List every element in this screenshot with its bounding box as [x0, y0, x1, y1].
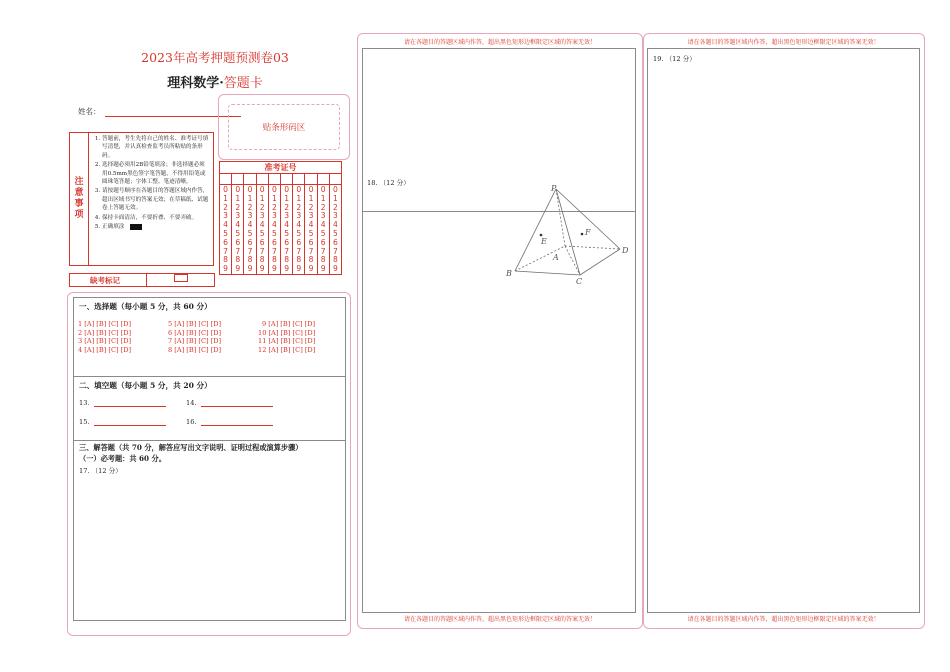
exam-id-digit[interactable]: 0 [247, 185, 253, 194]
choice-row[interactable]: 3 [A] [B] [C] [D] [78, 337, 132, 346]
exam-id-digit[interactable]: 5 [235, 228, 241, 238]
label-D: D [622, 246, 629, 255]
exam-id-digit[interactable]: 3 [296, 211, 302, 221]
exam-id-digit[interactable]: 4 [333, 220, 338, 230]
exam-id-digit[interactable]: 3 [223, 211, 229, 221]
exam-id-digit[interactable]: 9 [296, 264, 302, 274]
exam-id-digit[interactable]: 6 [259, 237, 265, 247]
notice-body [87, 132, 214, 266]
exam-id-digit[interactable]: 1 [308, 193, 314, 203]
exam-id-digit[interactable]: 7 [259, 246, 265, 256]
exam-id-digit[interactable]: 3 [271, 211, 277, 221]
exam-id-write-cell[interactable] [220, 174, 232, 184]
exam-id-digit[interactable]: 7 [223, 246, 229, 256]
section-choice-heading: 一、选择题（每小题 5 分，共 60 分） [79, 302, 212, 311]
exam-id-digit[interactable]: 8 [296, 255, 302, 265]
exam-id-column[interactable] [318, 185, 330, 274]
exam-id-digit[interactable]: 6 [308, 237, 314, 247]
exam-id-digit[interactable]: 6 [247, 237, 253, 247]
choice-row[interactable]: 12 [A] [B] [C] [D] [258, 345, 316, 354]
exam-id-digit[interactable]: 2 [271, 202, 277, 212]
notice-label: 注 意 事 项 [69, 132, 89, 266]
notice-item: 4. 保持卡面清洁，不要折叠、不要弄破。 [102, 214, 209, 222]
exam-id-digit[interactable]: 5 [320, 228, 326, 238]
exam-id-digit[interactable]: 4 [223, 220, 229, 230]
exam-id-column[interactable] [232, 185, 244, 274]
q17-label: 17. （12 分） [79, 467, 122, 475]
label-P: P [551, 184, 557, 193]
section-solve-heading: 三、解答题（共 70 分，解答应写出文字说明、证明过程或演算步骤） [79, 443, 303, 452]
exam-id-write-cell[interactable] [305, 174, 317, 184]
exam-id-digit[interactable]: 0 [259, 185, 265, 194]
exam-id-digit[interactable]: 4 [271, 220, 277, 230]
exam-id-digit[interactable]: 5 [271, 228, 277, 238]
exam-id-digit[interactable]: 2 [235, 202, 241, 212]
exam-id-column[interactable] [244, 185, 256, 274]
exam-id-digit[interactable]: 7 [284, 246, 290, 256]
exam-id-digit[interactable]: 2 [247, 202, 253, 212]
exam-id-digit[interactable]: 7 [247, 246, 253, 256]
label-B: B [506, 269, 512, 278]
exam-id-bubbles [220, 185, 341, 274]
exam-id-digit[interactable]: 6 [235, 237, 241, 247]
exam-id-digit[interactable]: 3 [320, 211, 326, 221]
choice-row[interactable]: 1 [A] [B] [C] [D] [78, 320, 132, 328]
exam-id-digit[interactable]: 1 [284, 193, 290, 203]
choice-row[interactable]: 7 [A] [B] [C] [D] [168, 337, 222, 346]
exam-id-digit[interactable]: 5 [296, 228, 302, 238]
exam-id-digit[interactable]: 8 [284, 255, 290, 265]
blank-16[interactable]: 16. [186, 418, 273, 426]
exam-id-digit[interactable]: 3 [235, 211, 241, 221]
notice-item: 5. 正确填涂 [102, 223, 209, 231]
choice-row[interactable]: 10 [A] [B] [C] [D] [258, 328, 316, 337]
exam-id-write-cell[interactable] [281, 174, 293, 184]
exam-id-digit[interactable]: 4 [308, 220, 314, 230]
exam-id-digit[interactable]: 1 [235, 193, 241, 203]
exam-id-digit[interactable]: 1 [271, 193, 277, 203]
exam-id-digit[interactable]: 3 [333, 211, 338, 221]
notice-item: 1. 答题前，考生先将自己的姓名、准考证号填写清楚，并认真检查监考员所粘贴的条形码。 [102, 135, 209, 160]
exam-id-title: 准考证号 [220, 162, 341, 174]
exam-id-write-cell[interactable] [232, 174, 244, 184]
choice-row[interactable]: 9 [A] [B] [C] [D] [262, 320, 316, 328]
q19-answer-area[interactable] [647, 48, 920, 613]
blank-15[interactable]: 15. [79, 418, 166, 426]
exam-id-digit[interactable]: 9 [235, 264, 241, 274]
exam-id-digit[interactable]: 1 [223, 193, 229, 203]
warning-bottom-right: 请在各题目的答题区域内作答，超出黑色矩形边框限定区域的答案无效！ [687, 616, 880, 623]
warning-top: 请在各题目的答题区域内作答，超出黑色矩形边框限定区域的答案无效！ [403, 39, 596, 46]
exam-id-digit[interactable]: 5 [223, 228, 229, 238]
exam-id-write-cell[interactable] [244, 174, 256, 184]
exam-id-column[interactable] [281, 185, 293, 274]
exam-id-write-cell[interactable] [330, 174, 341, 184]
choice-row[interactable]: 6 [A] [B] [C] [D] [168, 328, 222, 337]
exam-id-digit[interactable]: 4 [259, 220, 265, 230]
exam-id-digit[interactable]: 7 [333, 246, 338, 256]
exam-id-digit[interactable]: 3 [284, 211, 290, 221]
warning-top-right: 请在各题目的答题区域内作答，超出黑色矩形边框限定区域的答案无效！ [687, 39, 880, 46]
exam-id-write-row[interactable] [220, 174, 341, 185]
missing-mark-box[interactable] [174, 274, 188, 282]
exam-id-digit[interactable]: 2 [308, 202, 314, 212]
exam-id-column[interactable] [305, 185, 317, 274]
label-E: E [541, 237, 547, 246]
exam-id-digit[interactable]: 1 [333, 193, 338, 203]
subject-title: 理科数学·答题卡 [167, 76, 263, 91]
exam-id-digit[interactable]: 2 [223, 202, 229, 212]
choice-row[interactable]: 11 [A] [B] [C] [D] [258, 337, 316, 346]
exam-id-digit[interactable]: 0 [308, 185, 314, 194]
exam-id-digit[interactable]: 8 [271, 255, 277, 265]
exam-id-digit[interactable]: 6 [320, 237, 326, 247]
blank-13[interactable]: 13. [79, 399, 166, 407]
pyramid-figure [500, 180, 640, 290]
choice-row[interactable]: 8 [A] [B] [C] [D] [168, 345, 222, 354]
choice-row[interactable]: 4 [A] [B] [C] [D] [78, 345, 132, 354]
exam-id-column[interactable] [257, 185, 269, 274]
exam-id-column[interactable] [330, 185, 341, 274]
exam-id-digit[interactable]: 2 [333, 202, 338, 212]
exam-id-digit[interactable]: 0 [333, 185, 338, 194]
exam-id-digit[interactable]: 7 [271, 246, 277, 256]
choice-row[interactable]: 5 [A] [B] [C] [D] [168, 320, 222, 328]
name-row [78, 106, 241, 117]
exam-id-digit[interactable]: 2 [259, 202, 265, 212]
exam-id-write-cell[interactable] [257, 174, 269, 184]
exam-id-column[interactable] [269, 185, 281, 274]
page-title: 2023年高考押题预测卷03 [141, 50, 289, 65]
choice-row[interactable]: 2 [A] [B] [C] [D] [78, 328, 132, 337]
exam-id-digit[interactable]: 3 [247, 211, 253, 221]
section-solve-sub: （一）必考题：共 60 分。 [79, 454, 166, 463]
q18-label: 18. （12 分） [367, 179, 410, 187]
exam-id-digit[interactable]: 4 [235, 220, 241, 230]
exam-id-digit[interactable]: 4 [320, 220, 326, 230]
exam-id-grid [219, 161, 342, 275]
exam-id-digit[interactable]: 9 [259, 264, 265, 274]
notice-item: 3. 请按题号顺序在各题目的答题区域内作答，超出区域书写的答案无效；在草稿纸、试题卷上答题无效。 [102, 187, 209, 212]
exam-id-digit[interactable]: 8 [333, 255, 338, 265]
exam-id-digit[interactable]: 8 [259, 255, 265, 265]
exam-id-column[interactable] [293, 185, 305, 274]
exam-id-digit[interactable]: 5 [259, 228, 265, 238]
exam-id-digit[interactable]: 9 [320, 264, 326, 274]
blank-14[interactable]: 14. [186, 399, 273, 407]
exam-id-write-cell[interactable] [269, 174, 281, 184]
exam-id-digit[interactable]: 6 [271, 237, 277, 247]
exam-id-digit[interactable]: 2 [320, 202, 326, 212]
exam-id-digit[interactable]: 5 [284, 228, 290, 238]
exam-id-digit[interactable]: 0 [296, 185, 302, 194]
exam-id-digit[interactable]: 9 [247, 264, 253, 274]
label-A: A [553, 253, 559, 262]
filled-example-icon [130, 224, 142, 230]
exam-id-digit[interactable]: 8 [235, 255, 241, 265]
name-label: 姓名： [78, 107, 101, 116]
barcode-label: 贴条形码区 [228, 104, 340, 150]
exam-id-digit[interactable]: 7 [296, 246, 302, 256]
exam-id-digit[interactable]: 5 [247, 228, 253, 238]
exam-id-digit[interactable]: 7 [320, 246, 326, 256]
exam-id-digit[interactable]: 1 [247, 193, 253, 203]
exam-id-digit[interactable]: 9 [223, 264, 229, 274]
notice-item: 2. 选择题必须用2B铅笔填涂；非选择题必须用0.5mm黑色签字笔答题，不得用铅笔或圆珠笔答题；字体工整、笔迹清晰。 [102, 161, 209, 186]
exam-id-digit[interactable]: 2 [296, 202, 302, 212]
section-fill-heading: 二、填空题（每小题 5 分，共 20 分） [79, 381, 212, 390]
exam-id-digit[interactable]: 9 [308, 264, 314, 274]
exam-id-column[interactable] [220, 185, 232, 274]
exam-id-digit[interactable]: 5 [333, 228, 338, 238]
exam-id-digit[interactable]: 6 [223, 237, 229, 247]
exam-id-digit[interactable]: 8 [320, 255, 326, 265]
exam-id-digit[interactable]: 1 [259, 193, 265, 203]
exam-id-digit[interactable]: 1 [320, 193, 326, 203]
missing-mark-label: 缺考标记 [90, 276, 120, 285]
q18-answer-area[interactable] [362, 48, 636, 613]
exam-id-digit[interactable]: 9 [333, 264, 338, 274]
exam-id-digit[interactable]: 6 [296, 237, 302, 247]
label-C: C [576, 277, 583, 286]
q19-label: 19. （12 分） [653, 55, 696, 63]
exam-id-digit[interactable]: 4 [247, 220, 253, 230]
label-F: F [585, 228, 591, 237]
exam-id-digit[interactable]: 0 [235, 185, 241, 194]
exam-id-digit[interactable]: 6 [284, 237, 290, 247]
exam-id-digit[interactable]: 9 [271, 264, 277, 274]
warning-bottom: 请在各题目的答题区域内作答，超出黑色矩形边框限定区域的答案无效！ [403, 616, 596, 623]
exam-id-digit[interactable]: 5 [308, 228, 314, 238]
exam-id-digit[interactable]: 4 [296, 220, 302, 230]
exam-id-write-cell[interactable] [318, 174, 330, 184]
exam-id-digit[interactable]: 0 [271, 185, 277, 194]
exam-id-digit[interactable]: 4 [284, 220, 290, 230]
exam-id-digit[interactable]: 0 [223, 185, 229, 194]
exam-id-digit[interactable]: 0 [320, 185, 326, 194]
exam-id-digit[interactable]: 8 [308, 255, 314, 265]
exam-id-digit[interactable]: 9 [284, 264, 290, 274]
exam-id-digit[interactable]: 8 [223, 255, 229, 265]
exam-id-digit[interactable]: 2 [284, 202, 290, 212]
missing-mark [69, 273, 215, 287]
choice-grid [78, 320, 338, 354]
exam-id-digit[interactable]: 7 [308, 246, 314, 256]
exam-id-write-cell[interactable] [293, 174, 305, 184]
exam-id-digit[interactable]: 0 [284, 185, 290, 194]
exam-id-digit[interactable]: 6 [333, 237, 338, 247]
exam-id-digit[interactable]: 8 [247, 255, 253, 265]
exam-id-digit[interactable]: 7 [235, 246, 241, 256]
exam-id-digit[interactable]: 3 [259, 211, 265, 221]
exam-id-digit[interactable]: 1 [296, 193, 302, 203]
exam-id-digit[interactable]: 3 [308, 211, 314, 221]
